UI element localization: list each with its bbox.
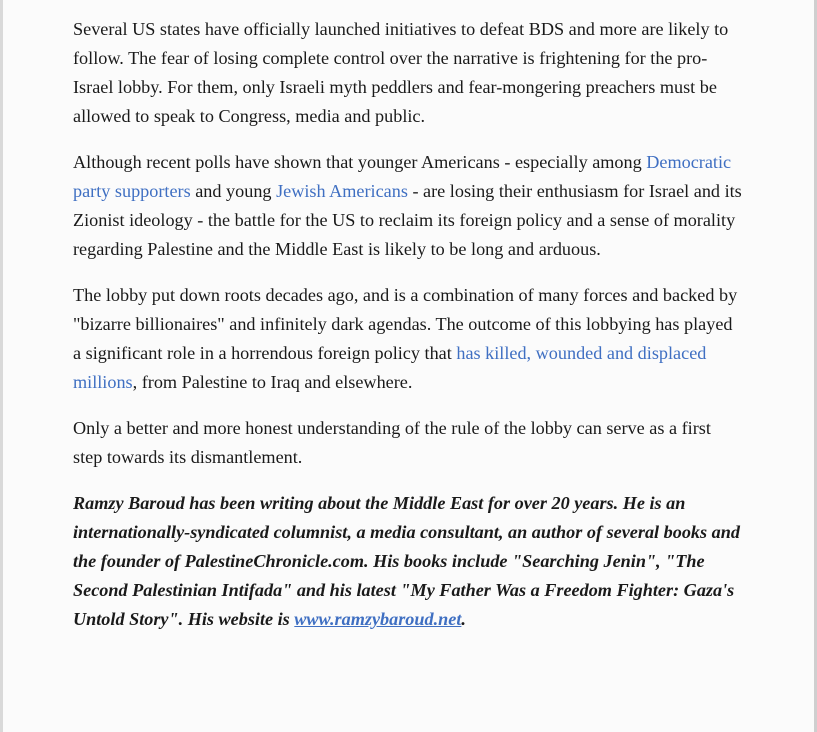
left-border — [0, 0, 3, 732]
paragraph-lobby-roots — [73, 281, 743, 397]
author-website-link[interactable]: www.ramzybaroud.net — [294, 609, 462, 629]
bio-text: Ramzy Baroud has been writing about the Middle East for over 20 years. He is an internationally-syndicated columnist, a media consultant, an author of several books and the founder of PalestineChronicle.com. His books include "Searching Jenin", "The Second Palestinian Intifada" and his latest "My Father Was a Freedom Fighter: Gaza's Untold Story". His website is — [73, 493, 740, 629]
paragraph-text: , from Palestine to Iraq and elsewhere. — [132, 372, 413, 392]
article-body — [73, 15, 743, 651]
paragraph-text: Several US states have officially launched initiatives to defeat BDS and more are likely to follow. The fear of losing complete control over the narrative is frightening for the pro-Israel lobby. For them, only Israeli myth peddlers and fear-mongering preachers must be allowed to speak to Congress, media and public. — [73, 19, 729, 126]
paragraph-text: Although recent polls have shown that younger Americans - especially among — [73, 152, 647, 172]
jewish-americans-link[interactable]: Jewish Americans — [276, 181, 408, 201]
paragraph-polls — [73, 148, 743, 264]
paragraph-text: Only a better and more honest understanding of the rule of the lobby can serve as a first step towards its dismantlement. — [73, 418, 711, 467]
democratic-party-supporters-link[interactable]: Democratic party supporters — [73, 152, 732, 201]
paragraph-bds-initiatives — [73, 15, 743, 131]
paragraph-text: - are losing their enthusiasm for Israel and its Zionist ideology - the battle for the US to reclaim its foreign policy and a sense of morality regarding Palestine and the Middle East is likely to be long and arduous. — [73, 181, 742, 259]
killed-wounded-displaced-link[interactable]: has killed, wounded and displaced millions — [73, 343, 707, 392]
paragraph-text: The lobby put down roots decades ago, and is a combination of many forces and backed by "bizarre billionaires" and infinitely dark agendas. The outcome of this lobbying has played a significant role in a horrendous foreign policy that — [73, 285, 738, 363]
bio-text: . — [461, 609, 466, 629]
paragraph-text: and young — [190, 181, 277, 201]
author-bio — [73, 489, 743, 634]
paragraph-conclusion — [73, 414, 743, 472]
